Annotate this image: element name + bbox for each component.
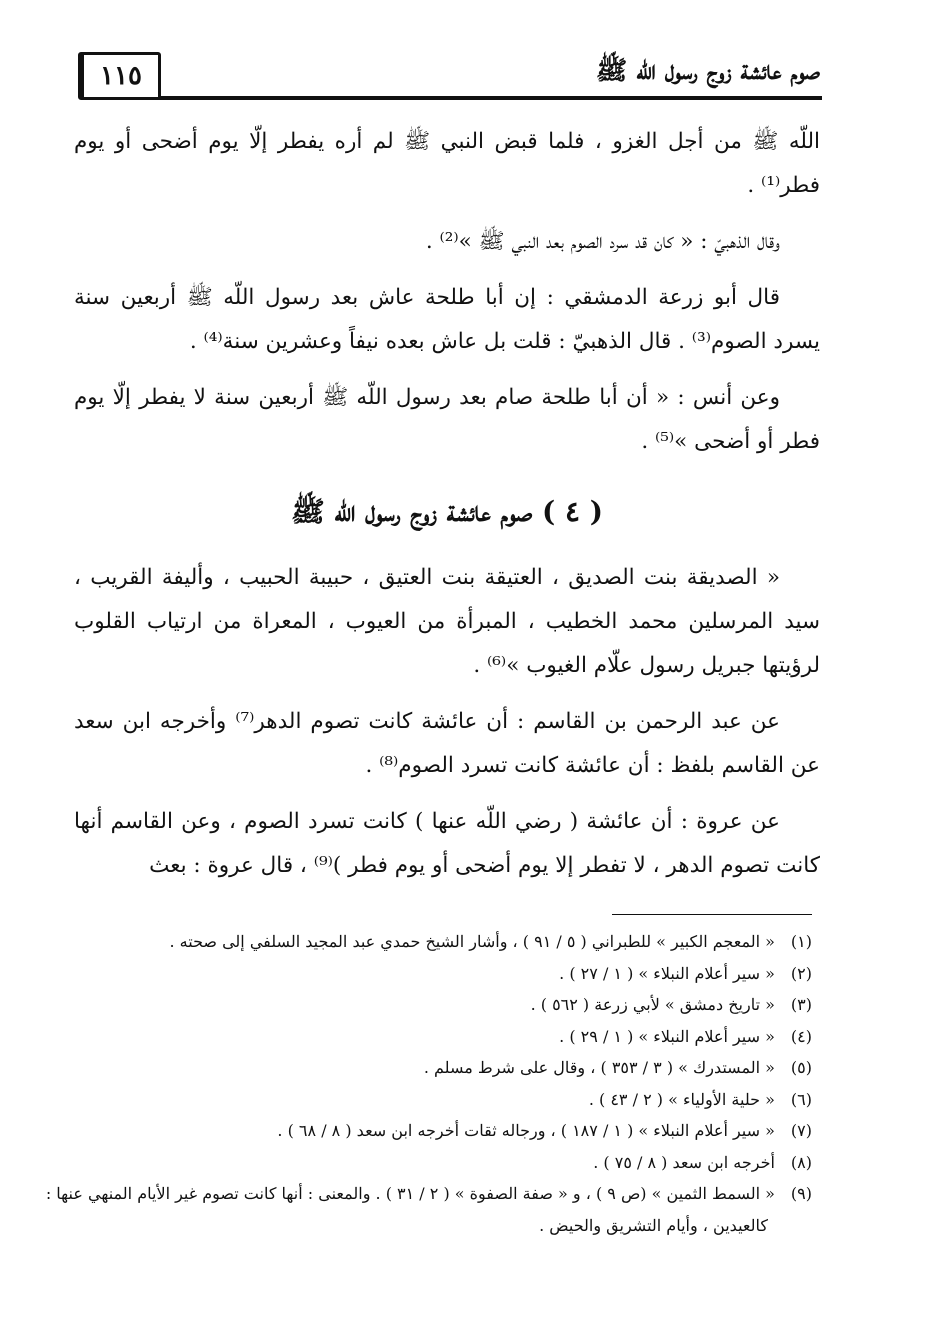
- paragraph: « الصديقة بنت الصديق ، العتيقة بنت العتيق ، حبيبة الحبيب ، وأليفة القريب ، سيد المرسلين محمد الخطيب ، المبرأة من العيوب ، المعراة من ارتياب القلوب لرؤيتها جبريل رسول علّام الغيوب »⁽⁶⁾ .: [74, 565, 820, 678]
- footnote-text: « سير أعلام النبلاء » ( ١ / ١٨٧ ) ، ورجاله ثقات أخرجه ابن سعد ( ٨ / ٦٨ ) .: [277, 1121, 775, 1140]
- footnote-text: « السمط الثمين » (ص ٩ ) ، و « صفة الصفوة » ( ٢ / ٣١ ) . والمعنى : أنها كانت تصوم غير الأيام المنهي عنها :: [45, 1184, 775, 1203]
- footnote: [68, 1052, 812, 1084]
- page-number: ١١٥: [78, 52, 161, 100]
- footnote: [68, 1084, 812, 1116]
- footnote-text: « سير أعلام النبلاء » ( ١ / ٢٧ ) .: [559, 963, 775, 983]
- footnote-number: (٧): [790, 1121, 812, 1140]
- footnote-number: (٥): [790, 1058, 812, 1077]
- paragraph: عن عبد الرحمن بن القاسم : أن عائشة كانت تصوم الدهر⁽⁷⁾ وأخرجه ابن سعد عن القاسم بلفظ : أن عائشة كانت تسرد الصوم⁽⁸⁾ .: [74, 709, 820, 778]
- footnote-number: (٨): [790, 1152, 812, 1172]
- footnote-text: « تاريخ دمشق » لأبي زرعة ( ٥٦٢ ) .: [530, 995, 775, 1014]
- header-divider: [158, 96, 822, 100]
- footnote: [68, 1115, 812, 1147]
- footnote-text: أخرجه ابن سعد ( ٨ / ٧٥ ) .: [593, 1152, 775, 1172]
- footnote-number: (٤): [790, 1026, 812, 1046]
- footnotes: [45, 926, 812, 1241]
- paragraph: وقال الذهبيّ : « كان قد سرد الصوم بعد النبي ﷺ »⁽²⁾ .: [425, 229, 780, 254]
- footnote-continuation: كالعيدين ، وأيام التشريق والحيض .: [539, 1215, 768, 1235]
- paragraph: عن عروة : أن عائشة ( رضي اللّه عنها ) كانت تسرد الصوم ، وعن القاسم أنها كانت تصوم الدهر ، لا تفطر إلا يوم أضحى أو يوم فطر )⁽⁹⁾ ، قال عروة : بعث: [74, 809, 820, 878]
- footnote-divider: [612, 914, 812, 915]
- footnote-text: « سير أعلام النبلاء » ( ١ / ٢٩ ) .: [559, 1026, 775, 1046]
- page-header: [70, 40, 822, 102]
- footnote-text: « المستدرك » ( ٣ / ٣٥٣ ) ، وقال على شرط مسلم .: [423, 1058, 775, 1077]
- footnote-number: (٣): [790, 995, 812, 1014]
- footnote: [68, 958, 812, 990]
- footnote: [68, 1021, 812, 1053]
- footnote-text: « المعجم الكبير » للطبراني ( ٥ / ٩١ ) ، وأشار الشيخ حمدي عبد المجيد السلفي إلى صحته .: [169, 932, 775, 951]
- paragraph: وعن أنس : « أن أبا طلحة صام بعد رسول اللّه ﷺ أربعين سنة لا يفطر إلّا يوم فطر أو أضحى »⁽⁵⁾ .: [74, 385, 820, 454]
- footnote: [68, 926, 812, 958]
- footnote-number: (٩): [790, 1184, 812, 1203]
- main-text: [74, 120, 820, 900]
- running-title: صوم عائشة زوج رسول اللّه ﷺ: [595, 56, 820, 86]
- footnote: [45, 1178, 812, 1210]
- footnote: [68, 989, 812, 1021]
- footnote-number: (٦): [790, 1089, 812, 1109]
- footnote: [68, 1147, 812, 1179]
- footnote-text: « حلية الأولياء » ( ٢ / ٤٣ ) .: [588, 1089, 775, 1109]
- paragraph: قال أبو زرعة الدمشقي : إن أبا طلحة عاش بعد رسول اللّه ﷺ أربعين سنة يسرد الصوم⁽³⁾ . قال الذهبيّ : قلت بل عاش بعده نيفاً وعشرين سنة⁽⁴⁾ .: [74, 285, 820, 354]
- section-heading: ( ٤ ) صوم عائشة زوج رسول اللّه ﷺ: [290, 495, 604, 528]
- footnote-number: (٢): [790, 963, 812, 983]
- paragraph: اللّه ﷺ من أجل الغزو ، فلما قبض النبي ﷺ لم أره يفطر إلّا يوم أضحى أو يوم فطر⁽¹⁾ .: [74, 129, 821, 198]
- footnote-number: (١): [790, 932, 812, 951]
